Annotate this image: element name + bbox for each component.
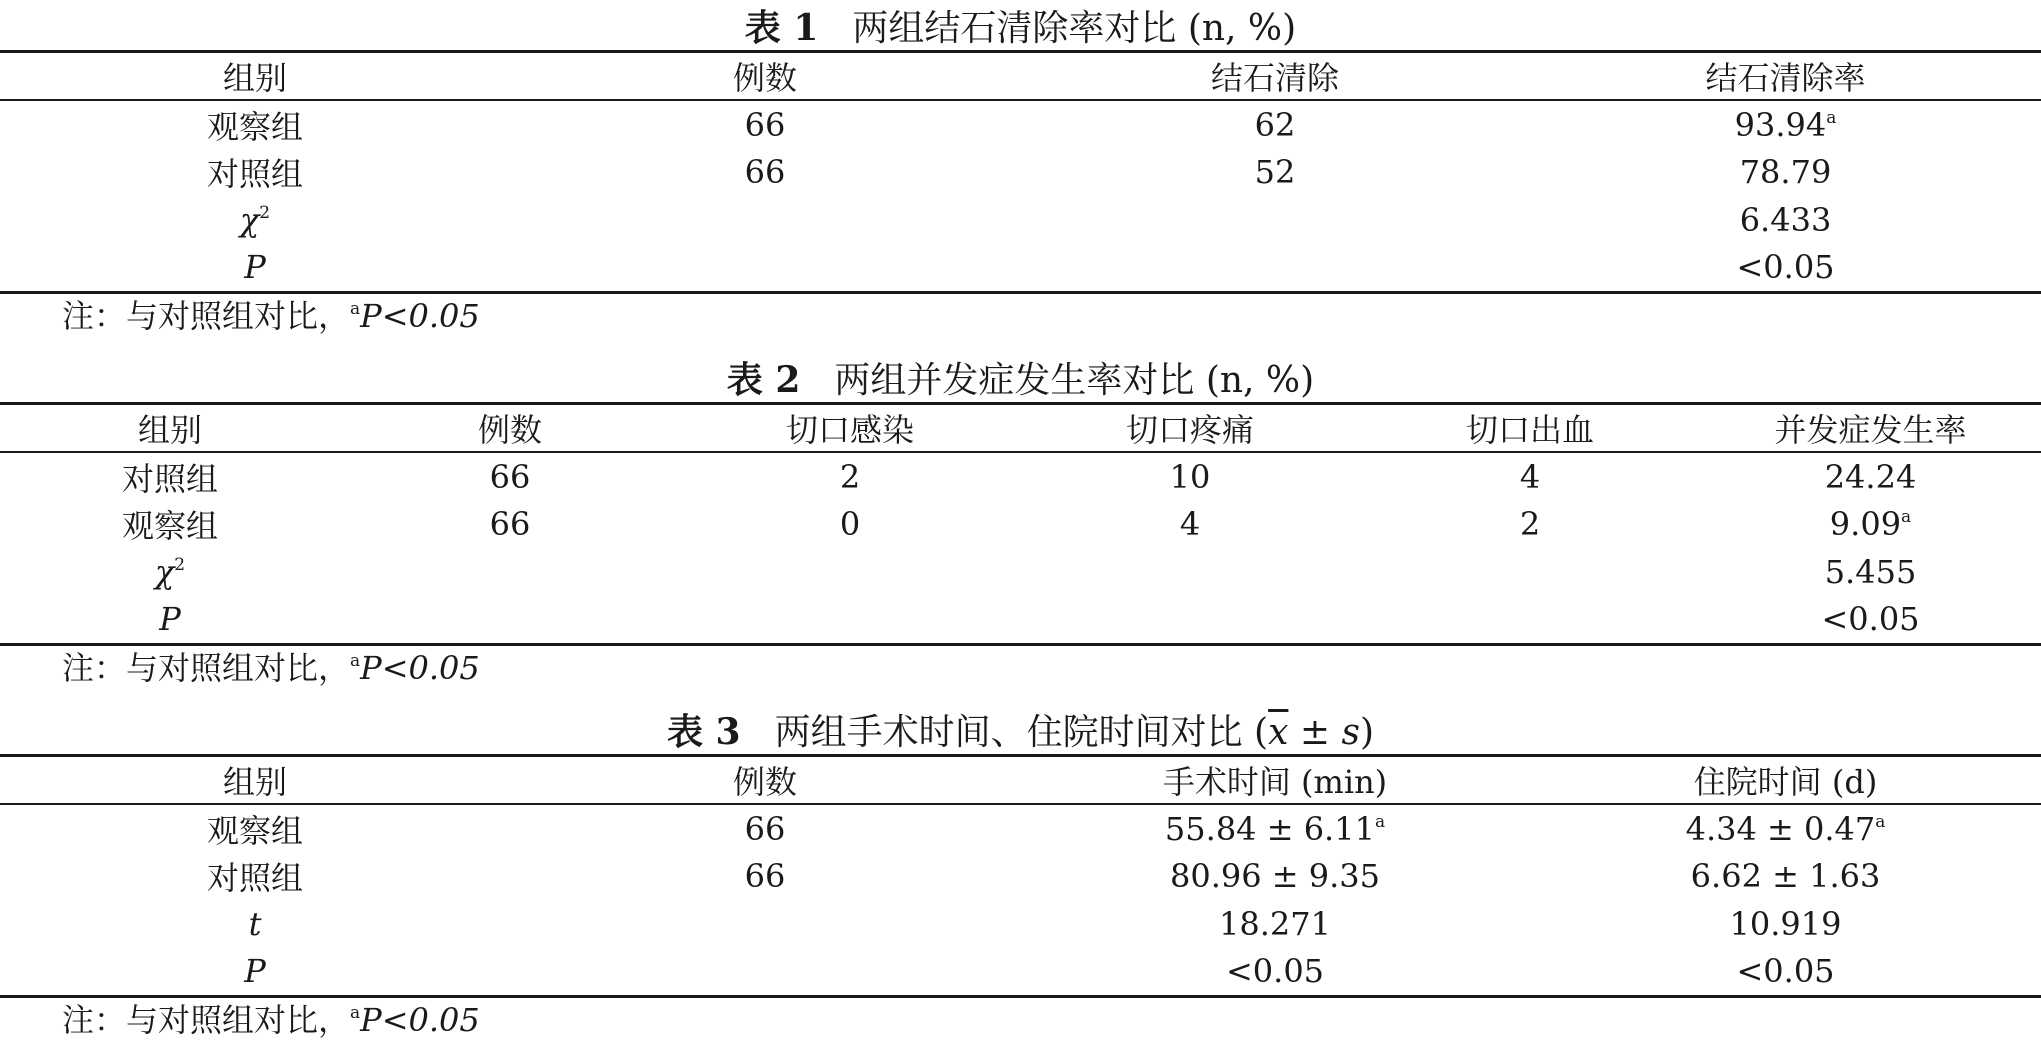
chi-superscript: 2 — [174, 555, 186, 575]
table2-header-row — [0, 404, 2041, 453]
table1-p-label: P — [0, 244, 510, 292]
table3-cell-surgery — [1020, 852, 1530, 900]
table-row — [0, 100, 2041, 148]
table1-cell-cleared: 62 — [1254, 105, 1296, 144]
table3-t-stay: 10.919 — [1729, 905, 1842, 943]
table1-header-group: 组别 — [0, 52, 510, 101]
table3-surgery-value: 80.96 ± 9.35 — [1169, 857, 1380, 895]
table3-stay-value: 4.34 ± 0.47 — [1685, 809, 1876, 848]
table1-cell-group: 对照组 — [206, 155, 303, 193]
table2-caption — [0, 358, 2041, 402]
table3-number: 表 3 — [667, 711, 741, 753]
table3-title-mean-symbol: $\overline{x}$ — [1268, 712, 1289, 753]
table2-header-group: 组别 — [0, 404, 340, 453]
table2-cell-group: 对照组 — [121, 459, 218, 498]
table3-header-group: 组别 — [0, 756, 510, 805]
table-row — [0, 948, 2041, 996]
table3-cell-n: 66 — [744, 809, 786, 848]
table3-header-stay: 住院时间 (d) — [1530, 756, 2041, 805]
table-row — [0, 244, 2041, 292]
table-row — [0, 804, 2041, 852]
table1-cell-rate — [1530, 100, 2041, 148]
table1-p-value: <0.05 — [1530, 244, 2041, 292]
table2-cell-bleeding: 2 — [1519, 505, 1541, 543]
table-row — [0, 500, 2041, 548]
table1-chi-value: 6.433 — [1739, 201, 1832, 239]
table2-rate-value: 9.09 — [1829, 505, 1902, 543]
table3-p-stay: <0.05 — [1530, 948, 2041, 996]
table2-cell-group: 观察组 — [121, 507, 218, 545]
table1-cell-n: 66 — [744, 105, 786, 144]
table3-t-label: t — [248, 905, 262, 943]
table-row — [0, 452, 2041, 500]
table2-title: 两组并发症发生率对比 (n, %) — [834, 360, 1315, 401]
table3-title-prefix: 两组手术时间、住院时间对比 ( — [774, 712, 1269, 753]
table2 — [0, 402, 2041, 646]
table1 — [0, 50, 2041, 294]
table2-cell-infection: 0 — [839, 505, 861, 543]
chi-symbol: χ — [154, 553, 175, 591]
table2-chi-value: 5.455 — [1824, 553, 1917, 591]
table3-p-surgery: <0.05 — [1020, 948, 1530, 996]
table2-header-rate: 并发症发生率 — [1700, 404, 2041, 453]
table2-header-pain: 切口疼痛 — [1020, 404, 1360, 453]
table1-header-rate: 结石清除率 — [1530, 52, 2041, 101]
table2-cell-n: 66 — [489, 505, 531, 543]
note-text: P<0.05 — [360, 648, 480, 687]
table3-t-surgery: 18.271 — [1219, 905, 1331, 943]
table2-cell-n: 66 — [489, 457, 531, 496]
table3-caption — [0, 710, 2041, 754]
table3-note — [0, 998, 2041, 1042]
table2-cell-pain: 4 — [1179, 505, 1201, 543]
table3-header-row — [0, 756, 2041, 805]
table1-title: 两组结石清除率对比 (n, %) — [852, 8, 1297, 49]
table3-surgery-value: 55.84 ± 6.11 — [1164, 809, 1375, 848]
table-row — [0, 900, 2041, 948]
note-mark: a — [350, 650, 361, 671]
note-prefix: 注：与对照组对比， — [62, 296, 351, 335]
table3-cell-stay — [1530, 852, 2041, 900]
table3-title-sd-symbol: s — [1341, 712, 1360, 753]
note-mark: a — [350, 1002, 361, 1023]
table2-number: 表 2 — [726, 359, 801, 401]
significance-mark: a — [1374, 811, 1386, 832]
table3-cell-stay — [1530, 804, 2041, 852]
table1-cell-group: 观察组 — [206, 107, 303, 146]
table1-header-n: 例数 — [510, 52, 1020, 101]
table3-block — [0, 710, 2041, 1042]
table-row — [0, 196, 2041, 244]
table3-cell-group: 观察组 — [206, 811, 303, 850]
table2-p-value: <0.05 — [1700, 596, 2041, 644]
table2-cell-rate — [1700, 500, 2041, 548]
table3-header-n: 例数 — [510, 756, 1020, 805]
note-text: P<0.05 — [360, 1000, 480, 1039]
note-prefix: 注：与对照组对比， — [62, 1000, 351, 1039]
table1-header-row — [0, 52, 2041, 101]
chi-superscript: 2 — [259, 203, 271, 223]
table-row — [0, 852, 2041, 900]
table2-cell-infection: 2 — [839, 457, 861, 496]
table2-cell-bleeding: 4 — [1519, 457, 1541, 496]
table1-block — [0, 6, 2041, 338]
table3-title-pm: ± — [1288, 712, 1342, 753]
table1-caption — [0, 6, 2041, 50]
table2-chi-label — [0, 548, 340, 596]
table1-rate-value: 78.79 — [1739, 153, 1832, 191]
table1-cell-n: 66 — [744, 153, 786, 191]
table1-chi-label — [0, 196, 510, 244]
note-text: P<0.05 — [360, 296, 480, 335]
significance-mark: a — [1826, 107, 1837, 128]
chi-symbol: χ — [239, 201, 260, 239]
table-row — [0, 148, 2041, 196]
table3-cell-group: 对照组 — [206, 859, 303, 897]
table2-cell-pain: 10 — [1169, 457, 1211, 496]
table-row — [0, 548, 2041, 596]
table3 — [0, 754, 2041, 998]
table2-p-label: P — [0, 596, 340, 644]
table2-cell-rate — [1700, 452, 2041, 500]
table2-note — [0, 646, 2041, 690]
table1-header-cleared: 结石清除 — [1020, 52, 1530, 101]
table1-rate-value: 93.94 — [1734, 105, 1827, 144]
table2-header-bleeding: 切口出血 — [1360, 404, 1700, 453]
significance-mark: a — [1901, 507, 1912, 527]
table2-header-infection: 切口感染 — [680, 404, 1020, 453]
table3-stay-value: 6.62 ± 1.63 — [1690, 857, 1881, 895]
table3-title-suffix: ) — [1359, 712, 1374, 753]
table3-cell-n: 66 — [744, 857, 786, 895]
table3-header-surgery: 手术时间 (min) — [1020, 756, 1530, 805]
table2-block — [0, 358, 2041, 690]
table1-number: 表 1 — [744, 7, 819, 49]
note-prefix: 注：与对照组对比， — [62, 648, 351, 687]
table3-cell-surgery — [1020, 804, 1530, 852]
table2-header-n: 例数 — [340, 404, 680, 453]
note-mark: a — [350, 298, 361, 319]
table1-cell-rate — [1530, 148, 2041, 196]
table2-rate-value: 24.24 — [1824, 457, 1917, 496]
table1-note — [0, 294, 2041, 338]
significance-mark: a — [1875, 811, 1886, 832]
table-row — [0, 596, 2041, 644]
table3-p-label: P — [0, 948, 510, 996]
table1-cell-cleared: 52 — [1254, 153, 1296, 191]
